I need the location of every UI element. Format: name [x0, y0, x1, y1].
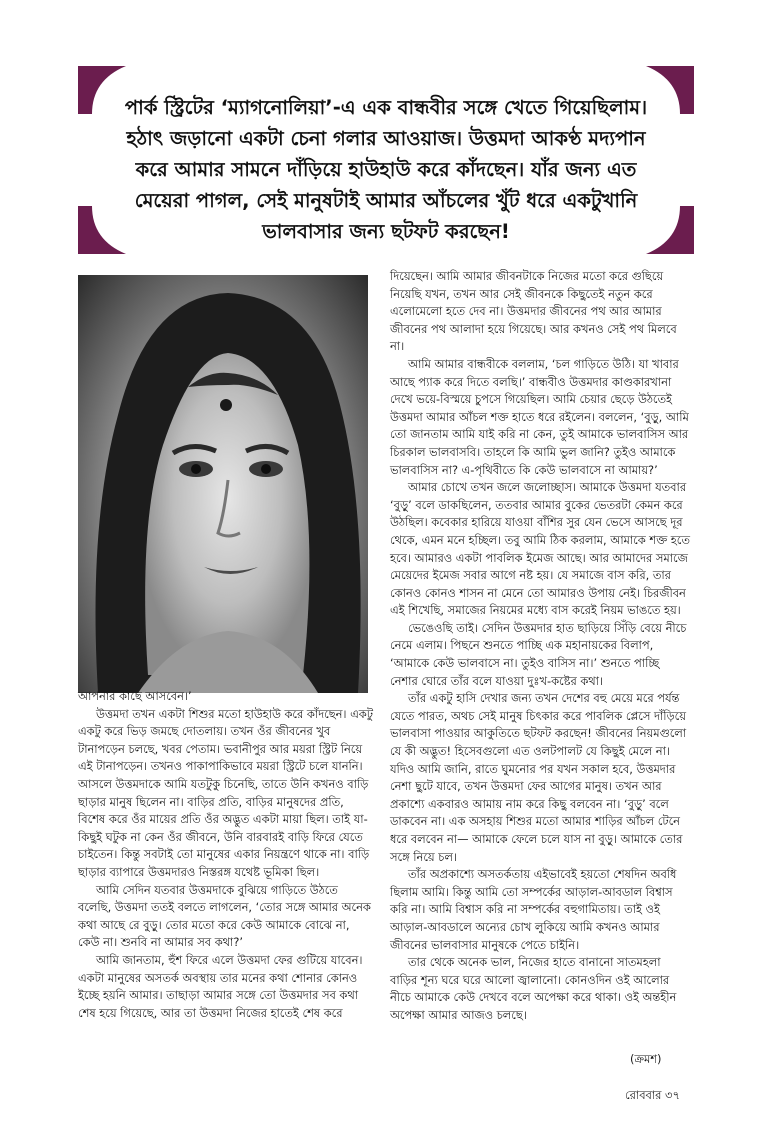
- paragraph: ভেঙেওছি তাই। সেদিন উত্তমদার হাত ছাড়িয়ে সিঁড়ি বেয়ে নীচে নেমে এলাম। পিছনে শুনতে পাচ্ছি এক মহানায়কের বিলাপ, ‘আমাকে কেউ ভালবাসে না। তুইও বাসিস না।’ শুনতে পাচ্ছি নেশার ঘোরে তাঁর বলে যাওয়া দুঃখ-কষ্টের কথা।: [390, 620, 687, 688]
- portrait-photo-icon: [78, 275, 368, 693]
- pull-quote: [78, 66, 694, 254]
- paragraph: আমি আমার বান্ধবীকে বললাম, ‘চল গাড়িতে উঠি। যা খাবার আছে প্যাক করে দিতে বলছি।’ বান্ধবীও উত্তমদার কাণ্ডকারখানা দেখে ভয়ে-বিস্ময়ে চুপসে গিয়েছিল। আমি চেয়ার ছেড়ে উঠতেই উত্তমদা আমার আঁচল শক্ত হাতে ধরে রইলেন। বললেন, ‘বুড়ু, আমি তো জানতাম আমি যাই করি না কেন, তুই আমাকে ভালবাসিস আর চিরকাল ভালবাসবি। তাহলে কি আমি ভুল জানি? তুইও আমাকে ভালবাসিস না? এ-পৃথিবীতে কি কেউ ভালবাসে না আমায়?’: [390, 356, 689, 477]
- paragraph: আমি জানতাম, হুঁশ ফিরে এলে উত্তমদা ফের গুটিয়ে যাবেন। একটা মানুষের অসতর্ক অবস্থায় তার মনের কথা শোনার কোনও ইচ্ছে হয়নি আমার। তাছাড়া আমার সঙ্গে তো উত্তমদার সব কথা শেষ হয়ে গিয়েছে, আর তা উত্তমদা নিজের হাতেই শেষ করে: [78, 952, 363, 1020]
- pull-quote-text: [94, 92, 678, 247]
- paragraph: দিয়েছেন। আমি আমার জীবনটাকে নিজের মতো করে গুছিয়ে নিয়েছি যখন, তখন আর সেই জীবনকে কিছুতেই নতুন করে এলোমেলো হতে দেব না। উত্তমদার জীবনের পথ আর আমার জীবনের পথ আলাদা হয়ে গিয়েছে। আর কখনও সেই পথ মিলবে না।: [390, 269, 677, 354]
- right-column: [390, 268, 690, 1025]
- page-footer: রোববার ৩৭: [625, 1088, 680, 1102]
- pull-quote-line: করে আমার সামনে দাঁড়িয়ে হাউহাউ করে কাঁদছেন। যাঁর জন্য এত: [135, 158, 637, 181]
- paragraph: উত্তমদা তখন একটা শিশুর মতো হাউহাউ করে কাঁদছেন। একটু একটু করে ভিড় জমছে দোতলায়। তখন ওঁর জীবনের খুব টানাপড়েন চলছে, খবর পেতাম। ভবানীপুর আর ময়রা স্ট্রিট নিয়ে এই টানাপড়েন। তখনও পাকাপাকিভাবে ময়রা স্ট্রিটে চলে যাননি। আসলে উত্তমদাকে আমি যতটুকু চিনেছি, তাতে উনি কখনও বাড়ি ছাড়ার মানুষ ছিলেন না। বাড়ির প্রতি, বাড়ির মানুষদের প্রতি, বিশেষ করে ওঁর মায়ের প্রতি ওঁর অদ্ভুত একটা মায়া ছিল। তাই যা-কিছুই ঘটুক না কেন ওঁর জীবনে, উনি বারবারই বাড়ি ফিরে যেতে চাইতেন। কিন্তু সবটাই তো মানুষের একার নিয়ন্ত্রণে থাকে না। বাড়ি ছাড়ার ব্যাপারে উত্তমদারও নিস্তরঙ্গ যথেষ্ট ভূমিকা ছিল।: [78, 706, 373, 879]
- paragraph: তাঁর একটু হাসি দেখার জন্য তখন দেশের বহু মেয়ে মরে পর্যন্ত যেতে পারত, অথচ সেই মানুষ চিৎকার করে পাবলিক প্লেসে দাঁড়িয়ে ভালবাসা পাওয়ার আকুতিতে ছটফট করছেন! জীবনের নিয়মগুলো যে কী অদ্ভুত! হিসেবগুলো এত ওলটপালট যে কিছুই মেলে না। যদিও আমি জানি, রাতে ঘুমনোর পর যখন সকাল হবে, উত্তমদার নেশা ছুটে যাবে, তখন উত্তমদা ফের আগের মানুষ। তখন আর প্রকাশ্যে একবারও আমায় নাম করে কিছু বলবেন না। ‘বুড়ু’ বলে ডাকবেন না। এক অসহায় শিশুর মতো আমার শাড়ির আঁচল টেনে ধরে বলবেন না— আমাকে ফেলে চলে যাস না বুড়ু। আমাকে তোর সঙ্গে নিয়ে চল।: [390, 691, 687, 864]
- paragraph: আমি সেদিন যতবার উত্তমদাকে বুঝিয়ে গাড়িতে উঠতে বলেছি, উত্তমদা ততই বলতে লাগলেন, ‘তোর সঙ্গে আমার অনেক কথা আছে রে বুড়ু। তোর মতো করে কেউ আমাকে বোঝে না, কেউ না। শুনবি না আমার সব কথা?’: [78, 882, 371, 950]
- pull-quote-line: হঠাৎ জড়ানো একটা চেনা গলার আওয়াজ। উত্তমদা আকণ্ঠ মদ্যপান: [126, 127, 646, 150]
- continued-marker: (ক্রমশ): [630, 1052, 662, 1066]
- pull-quote-line: মেয়েরা পাগল, সেই মানুষটাই আমার আঁচলের খুঁট ধরে একটুখানি: [134, 189, 638, 212]
- left-column: [78, 688, 374, 1022]
- paragraph: তাঁর অপ্রকাশ্যে অসতর্কতায় এইভাবেই হয়তো শেষদিন অবধি ছিলাম আমি। কিন্তু আমি তো সম্পর্কের আড়াল-আবডাল বিশ্বাস করি না। আমি বিশ্বাস করি না সম্পর্কের বহুগামিতায়। তাই ওই আড়াল-আবডালে অন্যের চোখ লুকিয়ে আমি কখনও আমার জীবনের ভালবাসার মানুষকে পেতে চাইনি।: [390, 867, 677, 952]
- paragraph: তার থেকে অনেক ভাল, নিজের হাতে বানানো সাতমহলা বাড়ির শূন্য ঘরে ঘরে আলো জ্বালানো। কোনওদিন ওই আলোর নীচে আমাকে কেউ দেখবে বলে অপেক্ষা করে থাকা। ওই অন্তহীন অপেক্ষা আমার আজও চলছে।: [390, 955, 677, 1022]
- paragraph: আমার চোখে তখন জলে জলোচ্ছাস। আমাকে উত্তমদা যতবার ‘বুড়ু’ বলে ডাকছিলেন, ততবার আমার বুকের ভেতরটা কেমন করে উঠছিল। কবেকার হারিয়ে যাওয়া বাঁশির সুর যেন ভেসে আসছে দূর থেকে, এমন মনে হচ্ছিল। তবু আমি ঠিক করলাম, আমাকে শক্ত হতে হবে। আমারও একটা পাবলিক ইমেজ আছে। আর আমাদের সমাজে মেয়েদের ইমেজ সবার আগে নষ্ট হয়। যে সমাজে বাস করি, তার কোনও কোনও শাসন না মেনে তো আমারও উপায় নেই। চিরজীবন এই শিখেছি, সমাজের নিয়মের মধ্যে বাস করেই নিয়ম ভাঙতে হয়।: [390, 480, 690, 618]
- paragraph: আপনার কাছে আসবেন।’: [78, 689, 192, 703]
- portrait-photo: [78, 275, 368, 693]
- pull-quote-line: পার্ক স্ট্রিটের ‘ম্যাগনোলিয়া’-এ এক বান্ধবীর সঙ্গে খেতে গিয়েছিলাম।: [124, 96, 648, 119]
- pull-quote-line: ভালবাসার জন্য ছটফট করছেন!: [262, 220, 510, 243]
